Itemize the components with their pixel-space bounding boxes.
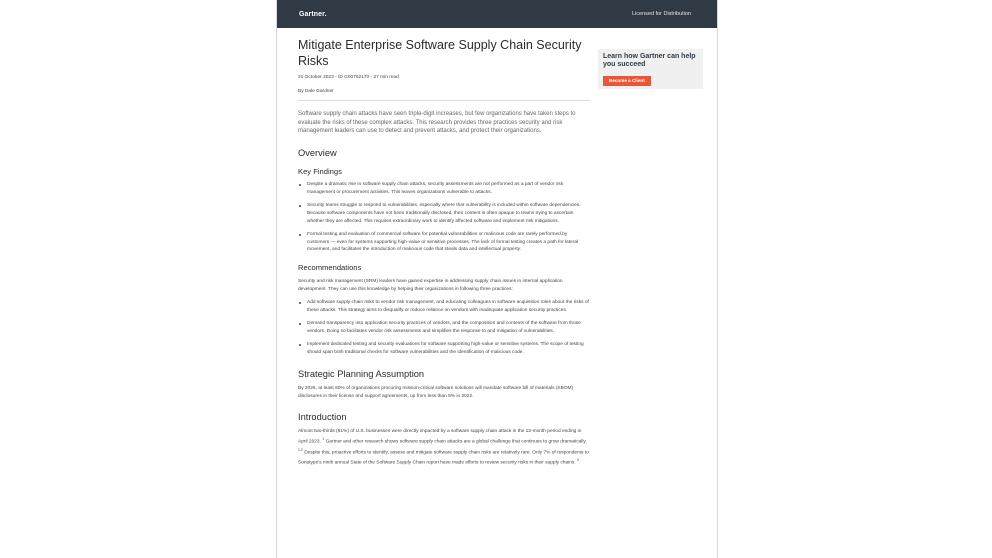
recommendations-intro: Security and risk management (SRM) leaders have gained expertise in addressing supply chain issues in internal application development. They can use this knowledge by helping their organizations in following three practices: xyxy=(298,279,563,293)
footnote-ref[interactable]: 3 xyxy=(576,458,579,463)
bullet-icon xyxy=(299,184,301,186)
footnote-ref[interactable]: 1 xyxy=(322,437,325,442)
article-content xyxy=(298,37,590,468)
list-item: Add software supply chain risks to vendor risk management, and educating colleagues in software acquisition roles about the risks of these attacks. This strategy aims to disqualify or reduce reliance on vendors with inadequate application security practices. xyxy=(298,299,590,315)
footnote-ref[interactable]: 1,2 xyxy=(298,447,303,452)
article-summary: Software supply chain attacks have seen triple-digit increases, but few organizations have taken steps to evaluate the risks of these complex attacks. This research provides three practices security and risk management leaders can use to detect and prevent attacks, and protect their organizations. xyxy=(298,111,576,135)
cta-sidebar xyxy=(598,49,703,89)
bullet-icon xyxy=(299,205,301,207)
list-item: Security teams struggle to respond to vulnerabilities, especially where that vulnerability is included within software dependencies. Because software components have not been traditionally disclosed, their content is often opaque to teams trying to ascertain whether they are affected. This requires extraordinary work to identify affected software and implement risk mitigations. xyxy=(298,202,590,226)
bullet-icon xyxy=(299,344,301,346)
gartner-logo[interactable]: Gartner. xyxy=(299,10,327,18)
overview-heading: Overview xyxy=(298,148,337,159)
strategic-planning-text: By 2026, at least 60% of organizations procuring mission-critical software solutions will mandate software bill of materials (SBOM) disclosures in their license and support agreements, up from less than 5% in 2022. xyxy=(298,385,574,399)
sidebar-title: Learn how Gartner can help you succeed xyxy=(603,53,696,68)
top-bar xyxy=(277,0,717,28)
article-title: Mitigate Enterprise Software Supply Chain Security Risks xyxy=(298,38,582,68)
document-page xyxy=(276,0,718,558)
list-item: Formal testing and evaluation of commercial software for potential vulnerabilities or malicious code are rarely performed by customers — even for systems supporting high-value or sensitive processes. The lack of formal testing creates a path for lateral movement, and facilitates the introduction of malicious code that steals data and intellectual property. xyxy=(298,231,590,255)
license-label: Licensed for Distribution xyxy=(631,11,691,17)
introduction-text: Almost two-thirds (61%) of U.S. businesses were directly impacted by a software supply chain attack in the 12-month period ending in April 2023. $^1$ Gartner and other research shows software supply chain attacks are a global challenge that continues to grow dramatically. $^{1,2}$ Despite this, proactive efforts to identify, assess and mitigate software supply chain risks are relatively rare. Only 7% of respondents to Sonatype's ninth annual State of the Software Supply Chain report have made efforts to review security risks in their supply chains. $^3$ xyxy=(298,429,589,466)
introduction-heading: Introduction xyxy=(298,412,347,423)
recommendations-list xyxy=(298,299,590,356)
key-findings-heading: Key Findings xyxy=(298,167,342,177)
list-item: Implement dedicated testing and security evaluations for software supporting high-value or sensitive systems. The scope of testing should span both traditional checks for software vulnerabilities and the identification of malicious code. xyxy=(298,341,590,357)
become-client-button[interactable]: Become a Client xyxy=(603,76,651,86)
recommendations-heading: Recommendations xyxy=(298,263,362,273)
bullet-icon xyxy=(299,234,301,236)
key-findings-list xyxy=(298,181,590,254)
bullet-icon xyxy=(299,323,301,325)
article-meta: 31 October 2023 - ID G00762170 - 27 min read xyxy=(298,75,399,80)
strategic-planning-heading: Strategic Planning Assumption xyxy=(298,368,425,379)
article-author: By Dale Gardner xyxy=(298,89,590,101)
list-item: Despite a dramatic rise in software supply chain attacks, security assessments are not performed as a part of vendor risk management or procurement activities. This leaves organizations vulnerable to attacks. xyxy=(298,181,590,197)
bullet-icon xyxy=(299,302,301,304)
list-item: Demand transparency into application security practices of vendors, and the composition and contents of the software from those vendors. Doing so facilitates vendor risk assessments and simplifies the response to and mitigation of vulnerabilities. xyxy=(298,320,590,336)
